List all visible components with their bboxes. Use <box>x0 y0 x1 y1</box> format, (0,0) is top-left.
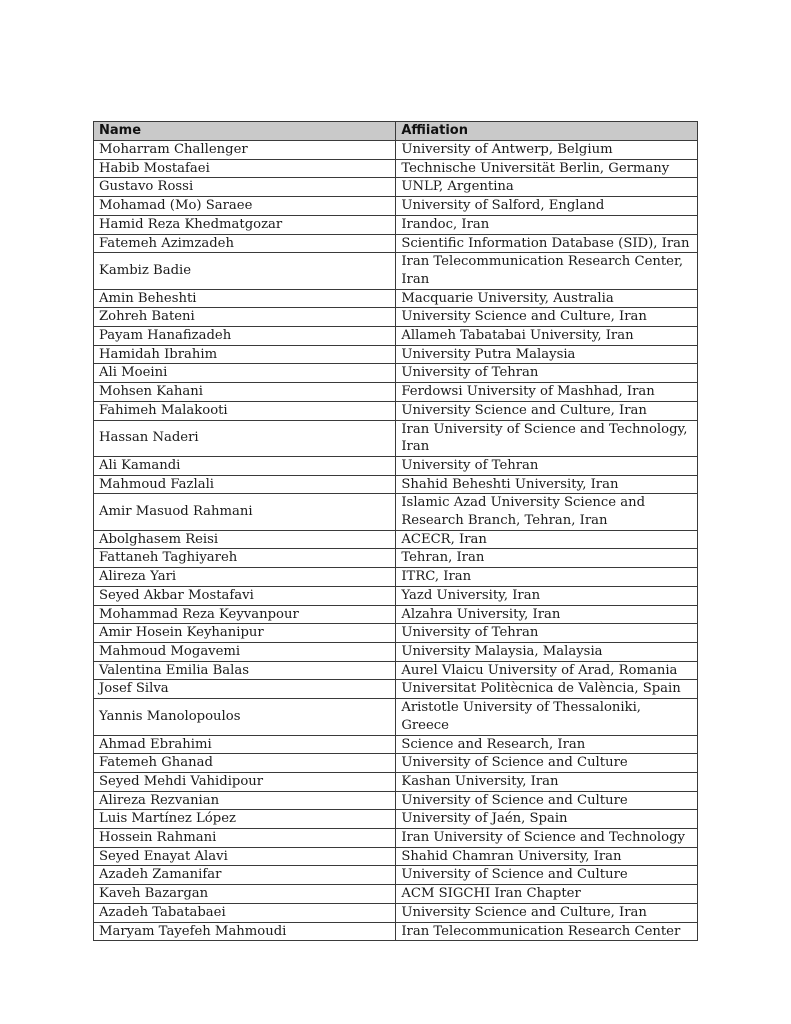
cell-affiliation: Kashan University, Iran <box>396 772 698 791</box>
table-row <box>94 754 698 773</box>
table-row <box>94 494 698 530</box>
cell-affiliation: University of Salford, England <box>396 197 698 216</box>
cell-name: Alireza Rezvanian <box>94 791 396 810</box>
cell-name: Zohreh Bateni <box>94 308 396 327</box>
table-row <box>94 383 698 402</box>
cell-name: Maryam Tayefeh Mahmoudi <box>94 922 396 941</box>
cell-name: Azadeh Tabatabaei <box>94 903 396 922</box>
cell-affiliation: University of Science and Culture <box>396 866 698 885</box>
table-row <box>94 401 698 420</box>
cell-affiliation: University of Science and Culture <box>396 791 698 810</box>
cell-affiliation: University Putra Malaysia <box>396 345 698 364</box>
table-row <box>94 215 698 234</box>
cell-name: Seyed Enayat Alavi <box>94 847 396 866</box>
table-row <box>94 289 698 308</box>
cell-name: Seyed Mehdi Vahidipour <box>94 772 396 791</box>
cell-name: Hassan Naderi <box>94 420 396 456</box>
cell-name: Ali Kamandi <box>94 456 396 475</box>
cell-affiliation: Iran University of Science and Technology, Iran <box>396 420 698 456</box>
cell-name: Azadeh Zamanifar <box>94 866 396 885</box>
cell-affiliation: University of Tehran <box>396 456 698 475</box>
cell-name: Fatemeh Ghanad <box>94 754 396 773</box>
table-row <box>94 530 698 549</box>
cell-name: Alireza Yari <box>94 568 396 587</box>
cell-affiliation: University Science and Culture, Iran <box>396 308 698 327</box>
cell-name: Ahmad Ebrahimi <box>94 735 396 754</box>
cell-affiliation: Scientific Information Database (SID), Iran <box>396 234 698 253</box>
table-row <box>94 735 698 754</box>
table-body <box>94 141 698 941</box>
cell-affiliation: Shahid Chamran University, Iran <box>396 847 698 866</box>
table-row <box>94 624 698 643</box>
cell-name: Mahmoud Fazlali <box>94 475 396 494</box>
cell-affiliation: Iran Telecommunication Research Center, Iran <box>396 253 698 289</box>
cell-affiliation: UNLP, Argentina <box>396 178 698 197</box>
cell-name: Mohamad (Mo) Saraee <box>94 197 396 216</box>
table-row <box>94 420 698 456</box>
table-row <box>94 699 698 735</box>
table-row <box>94 642 698 661</box>
table-row <box>94 308 698 327</box>
cell-affiliation: University of Tehran <box>396 364 698 383</box>
cell-name: Amin Beheshti <box>94 289 396 308</box>
cell-name: Hossein Rahmani <box>94 829 396 848</box>
table-row <box>94 159 698 178</box>
cell-name: Payam Hanafizadeh <box>94 327 396 346</box>
table-row <box>94 568 698 587</box>
cell-name: Hamid Reza Khedmatgozar <box>94 215 396 234</box>
cell-name: Kaveh Bazargan <box>94 885 396 904</box>
table-row <box>94 829 698 848</box>
table-row <box>94 197 698 216</box>
table-row <box>94 549 698 568</box>
cell-affiliation: Alzahra University, Iran <box>396 605 698 624</box>
cell-name: Mahmoud Mogavemi <box>94 642 396 661</box>
cell-name: Amir Masuod Rahmani <box>94 494 396 530</box>
cell-affiliation: ITRC, Iran <box>396 568 698 587</box>
cell-affiliation: ACM SIGCHI Iran Chapter <box>396 885 698 904</box>
cell-name: Fahimeh Malakooti <box>94 401 396 420</box>
table-row <box>94 475 698 494</box>
cell-affiliation: Aristotle University of Thessaloniki, Greece <box>396 699 698 735</box>
header-name: Name <box>94 122 396 141</box>
table-row <box>94 345 698 364</box>
cell-affiliation: Aurel Vlaicu University of Arad, Romania <box>396 661 698 680</box>
table-row <box>94 456 698 475</box>
table-row <box>94 847 698 866</box>
cell-affiliation: Ferdowsi University of Mashhad, Iran <box>396 383 698 402</box>
table-row <box>94 234 698 253</box>
cell-name: Josef Silva <box>94 680 396 699</box>
table-row <box>94 364 698 383</box>
table-row <box>94 661 698 680</box>
cell-affiliation: Allameh Tabatabai University, Iran <box>396 327 698 346</box>
cell-affiliation: University of Jaén, Spain <box>396 810 698 829</box>
table-row <box>94 922 698 941</box>
cell-affiliation: Iran Telecommunication Research Center <box>396 922 698 941</box>
table-row <box>94 791 698 810</box>
cell-name: Fattaneh Taghiyareh <box>94 549 396 568</box>
cell-affiliation: University Science and Culture, Iran <box>396 401 698 420</box>
table-row <box>94 885 698 904</box>
cell-name: Ali Moeini <box>94 364 396 383</box>
cell-name: Hamidah Ibrahim <box>94 345 396 364</box>
cell-name: Mohammad Reza Keyvanpour <box>94 605 396 624</box>
table-row <box>94 586 698 605</box>
header-affiliation: Affiiation <box>396 122 698 141</box>
table-row <box>94 903 698 922</box>
table-row <box>94 866 698 885</box>
cell-affiliation: University of Antwerp, Belgium <box>396 141 698 160</box>
table-header-row <box>94 122 698 141</box>
cell-name: Yannis Manolopoulos <box>94 699 396 735</box>
cell-affiliation: Iran University of Science and Technology <box>396 829 698 848</box>
cell-affiliation: University of Tehran <box>396 624 698 643</box>
cell-affiliation: Science and Research, Iran <box>396 735 698 754</box>
table-row <box>94 772 698 791</box>
cell-affiliation: Technische Universität Berlin, Germany <box>396 159 698 178</box>
cell-name: Mohsen Kahani <box>94 383 396 402</box>
cell-affiliation: Yazd University, Iran <box>396 586 698 605</box>
table-row <box>94 141 698 160</box>
cell-affiliation: Irandoc, Iran <box>396 215 698 234</box>
cell-affiliation: ACECR, Iran <box>396 530 698 549</box>
cell-affiliation: Universitat Politècnica de València, Spain <box>396 680 698 699</box>
cell-affiliation: Islamic Azad University Science and Research Branch, Tehran, Iran <box>396 494 698 530</box>
table-row <box>94 680 698 699</box>
table-row <box>94 810 698 829</box>
cell-affiliation: Macquarie University, Australia <box>396 289 698 308</box>
committee-table <box>93 121 698 941</box>
cell-name: Habib Mostafaei <box>94 159 396 178</box>
cell-affiliation: University Science and Culture, Iran <box>396 903 698 922</box>
cell-affiliation: University Malaysia, Malaysia <box>396 642 698 661</box>
cell-name: Kambiz Badie <box>94 253 396 289</box>
table-row <box>94 327 698 346</box>
cell-name: Valentina Emilia Balas <box>94 661 396 680</box>
cell-name: Amir Hosein Keyhanipur <box>94 624 396 643</box>
cell-name: Seyed Akbar Mostafavi <box>94 586 396 605</box>
cell-name: Gustavo Rossi <box>94 178 396 197</box>
cell-affiliation: University of Science and Culture <box>396 754 698 773</box>
cell-name: Moharram Challenger <box>94 141 396 160</box>
cell-affiliation: Shahid Beheshti University, Iran <box>396 475 698 494</box>
cell-name: Fatemeh Azimzadeh <box>94 234 396 253</box>
cell-name: Luis Martínez López <box>94 810 396 829</box>
table-row <box>94 253 698 289</box>
cell-name: Abolghasem Reisi <box>94 530 396 549</box>
table-row <box>94 178 698 197</box>
table-row <box>94 605 698 624</box>
cell-affiliation: Tehran, Iran <box>396 549 698 568</box>
